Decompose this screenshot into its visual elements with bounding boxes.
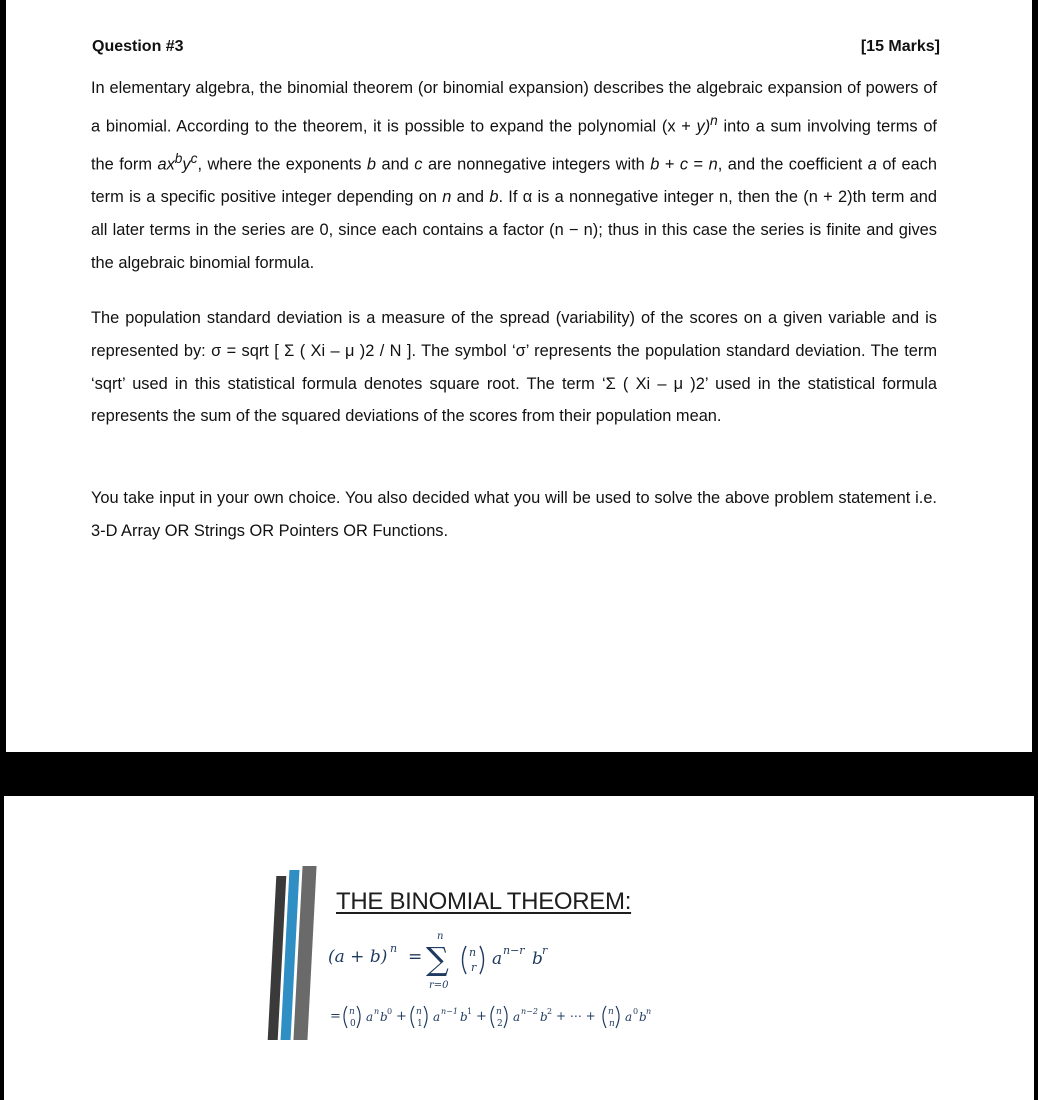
- question-marks: [15 Marks]: [860, 38, 940, 55]
- binomial-formula-expansion: [330, 996, 800, 1036]
- t4-right-paren-icon: [616, 1006, 619, 1028]
- binom-left-paren-icon: [463, 946, 467, 974]
- question-number: Question #3: [92, 38, 184, 55]
- t4-b-exp: n: [646, 1007, 652, 1016]
- t2-left-paren-icon: [411, 1006, 414, 1028]
- t1-b-exp: 0: [387, 1007, 393, 1016]
- t4-a: a: [625, 1010, 633, 1024]
- t4-b: b: [639, 1010, 647, 1024]
- t1-binom-bottom: 0: [350, 1019, 356, 1029]
- t3-binom-top: n: [496, 1007, 502, 1017]
- t3-b-exp: 2: [547, 1007, 553, 1016]
- paragraph-instructions-text: You take input in your own choice. You also decided what you will be used to solve the above problem statement i.e. 3-D Array OR Strings OR Pointers OR Functions.: [91, 489, 937, 540]
- paragraph-std-dev-text: The population standard deviation is a measure of the spread (variability) of the scores on a given variable and is represented by: σ = sqrt [ Σ ( Xi – μ )2 / N ]. The symbol ‘σ’ represents the population standard deviation. The term ‘sqrt’ used in this statistical formula denotes square root. The term ‘Σ ( Xi – μ )2’ used in the statistical formula represents the sum of the squared deviations of the scores from their population mean.: [91, 309, 937, 426]
- formula-sigma-lower: r=0: [429, 980, 449, 991]
- binomial-theorem-graphic: [272, 866, 792, 1044]
- t2-b-exp: 1: [467, 1007, 473, 1016]
- t1-binom-top: n: [349, 1007, 355, 1017]
- binom-top: n: [469, 946, 477, 959]
- t2-binom-bottom: 1: [417, 1019, 423, 1029]
- t1-left-paren-icon: [344, 1006, 347, 1028]
- t4-binom-bottom: n: [609, 1019, 615, 1029]
- t4-binom-top: n: [608, 1007, 614, 1017]
- formula-lhs-exponent: n: [390, 942, 398, 955]
- t3-binom-bottom: 2: [497, 1019, 503, 1029]
- paragraph-binomial-theorem: [91, 72, 937, 280]
- t3-a-exp: n−2: [521, 1007, 538, 1016]
- paragraph-standard-deviation: [91, 302, 937, 433]
- formula-term-a: a: [492, 949, 503, 969]
- t3-a: a: [513, 1010, 521, 1024]
- plus-1: +: [396, 1009, 407, 1024]
- t4-left-paren-icon: [603, 1006, 606, 1028]
- t2-a-exp: n−1: [441, 1007, 458, 1016]
- binom-bottom: r: [471, 961, 477, 974]
- expansion-equals: =: [330, 1009, 341, 1024]
- t2-binom-top: n: [416, 1007, 422, 1017]
- t3-left-paren-icon: [491, 1006, 494, 1028]
- binom-right-paren-icon: [480, 946, 484, 974]
- t2-a: a: [433, 1010, 441, 1024]
- t1-a: a: [366, 1010, 374, 1024]
- t3-right-paren-icon: [504, 1006, 507, 1028]
- t4-a-exp: 0: [633, 1007, 639, 1016]
- t1-a-exp: n: [374, 1007, 380, 1016]
- formula-lhs: (a + b): [328, 947, 388, 967]
- paragraph-instructions: [91, 482, 937, 548]
- plus-dots: + ⋯ +: [556, 1009, 596, 1023]
- question-header: [92, 38, 940, 62]
- t2-b: b: [460, 1010, 468, 1024]
- t1-b: b: [380, 1010, 388, 1024]
- formula-term-a-exponent: n−r: [503, 944, 525, 957]
- t1-right-paren-icon: [357, 1006, 360, 1028]
- formula-sigma-upper: n: [437, 932, 444, 942]
- formula-term-b: b: [532, 949, 543, 969]
- formula-equals: =: [408, 947, 423, 967]
- paragraph-binomial-text: In elementary algebra, the binomial theorem (or binomial expansion) describes the algebraic expansion of powers of a binomial. According to the theorem, it is possible to expand the polynomial $(x + y)^n$ into a sum involving terms of the form $ax^by^c$, where the exponents b and c are nonnegative integers with b + c = n, and the coefficient a of each term is a specific positive integer depending on n and b. If α is a nonnegative integer n, then the (n + 2)th term and all later terms in the series are 0, since each contains a factor (n − n); thus in this case the series is finite and gives the algebraic binomial formula.: [91, 79, 937, 272]
- binomial-formula-sum: [328, 932, 628, 994]
- t2-right-paren-icon: [424, 1006, 427, 1028]
- formula-term-b-exponent: r: [542, 944, 548, 957]
- binomial-theorem-title: THE BINOMIAL THEOREM:: [336, 888, 632, 915]
- plus-2: +: [476, 1009, 487, 1024]
- formula-sigma-icon: ∑: [426, 940, 449, 978]
- t3-b: b: [540, 1010, 548, 1024]
